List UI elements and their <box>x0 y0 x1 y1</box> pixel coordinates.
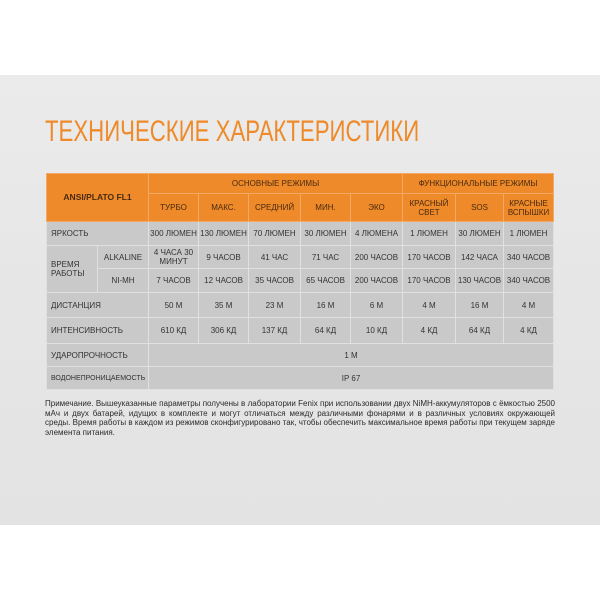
table-cell: 16 М <box>456 293 504 318</box>
table-cell: 200 ЧАСОВ <box>351 269 403 293</box>
mode-header: КРАСНЫЙ СВЕТ <box>403 194 456 222</box>
mode-header: КРАСНЫЕ ВСПЫШКИ <box>504 194 554 222</box>
table-cell: 4 ЛЮМЕНА <box>351 222 403 246</box>
table-cell: 1 М <box>149 344 554 367</box>
table-cell: 65 ЧАСОВ <box>301 269 351 293</box>
table-row-runtime-nimh <box>47 269 554 293</box>
table-cell: 64 КД <box>301 318 351 344</box>
table-cell: 170 ЧАСОВ <box>403 269 456 293</box>
spec-table <box>46 173 554 390</box>
table-cell: 7 ЧАСОВ <box>149 269 199 293</box>
table-cell: 137 КД <box>249 318 301 344</box>
table-cell: 170 ЧАСОВ <box>403 246 456 269</box>
table-row-impact <box>47 344 554 367</box>
table-cell: 64 КД <box>456 318 504 344</box>
table-cell: 41 ЧАС <box>249 246 301 269</box>
table-row-brightness <box>47 222 554 246</box>
row-label: ЯРКОСТЬ <box>47 222 149 246</box>
table-cell: 70 ЛЮМЕН <box>249 222 301 246</box>
table-cell: 9 ЧАСОВ <box>199 246 249 269</box>
header-row-groups <box>47 174 554 194</box>
table-cell: 306 КД <box>199 318 249 344</box>
page-title: ТЕХНИЧЕСКИЕ ХАРАКТЕРИСТИКИ <box>45 115 420 148</box>
table-cell: 50 М <box>149 293 199 318</box>
mode-header: ЭКО <box>351 194 403 222</box>
table-cell: 6 М <box>351 293 403 318</box>
row-label: УДАРОПРОЧНОСТЬ <box>47 344 149 367</box>
table-cell: 200 ЧАСОВ <box>351 246 403 269</box>
table-cell: 610 КД <box>149 318 199 344</box>
table-cell: 4 ЧАСА 30 МИНУТ <box>149 246 199 269</box>
group-functional-modes: ФУНКЦИОНАЛЬНЫЕ РЕЖИМЫ <box>403 174 554 194</box>
table-row-runtime-alkaline <box>47 246 554 269</box>
table-cell: 12 ЧАСОВ <box>199 269 249 293</box>
table-cell: 71 ЧАС <box>301 246 351 269</box>
table-cell: 16 М <box>301 293 351 318</box>
table-cell: 23 М <box>249 293 301 318</box>
mode-header: СРЕДНИЙ <box>249 194 301 222</box>
mode-header: ТУРБО <box>149 194 199 222</box>
table-cell: 4 КД <box>504 318 554 344</box>
table-cell: 142 ЧАСА <box>456 246 504 269</box>
table-cell: 1 ЛЮМЕН <box>504 222 554 246</box>
row-label: ВОДОНЕПРОНИЦАЕМОСТЬ <box>47 367 149 390</box>
table-row-waterproof <box>47 367 554 390</box>
table-cell: 4 М <box>403 293 456 318</box>
table-cell: 340 ЧАСОВ <box>504 269 554 293</box>
mode-header: МАКС. <box>199 194 249 222</box>
table-cell: 4 М <box>504 293 554 318</box>
footnote: Примечание. Вышеуказанные параметры получены в лаборатории Fenix при использовании двух NiMH-аккумуляторов с ёмкостью 2500 мАч и двух батарей, идущих в комплекте и могут отличаться между различными фонарями и в различных условиях окружающей среды. Время работы в каждом из режимов сконфигурировано так, чтобы обеспечить максимальное время работы при текущем заряде элемента питания. <box>45 399 555 437</box>
row-label: ИНТЕНСИВНОСТЬ <box>47 318 149 344</box>
table-row-distance <box>47 293 554 318</box>
row-label: ВРЕМЯ РАБОТЫ <box>47 246 98 293</box>
table-cell: 30 ЛЮМЕН <box>456 222 504 246</box>
table-corner-label: ANSI/PLATO FL1 <box>47 174 149 222</box>
group-main-modes: ОСНОВНЫЕ РЕЖИМЫ <box>149 174 403 194</box>
sub-row-label: NI-MH <box>98 269 149 293</box>
mode-header: SOS <box>456 194 504 222</box>
table-cell: 4 КД <box>403 318 456 344</box>
table-cell: 35 М <box>199 293 249 318</box>
table-cell: 35 ЧАСОВ <box>249 269 301 293</box>
table-cell: 300 ЛЮМЕН <box>149 222 199 246</box>
table-cell: 130 ЛЮМЕН <box>199 222 249 246</box>
row-label: ДИСТАНЦИЯ <box>47 293 149 318</box>
table-row-intensity <box>47 318 554 344</box>
mode-header: МИН. <box>301 194 351 222</box>
table-cell: 130 ЧАСОВ <box>456 269 504 293</box>
table-cell: 340 ЧАСОВ <box>504 246 554 269</box>
sub-row-label: ALKALINE <box>98 246 149 269</box>
table-cell: 1 ЛЮМЕН <box>403 222 456 246</box>
table-cell: 10 КД <box>351 318 403 344</box>
table-cell: IP 67 <box>149 367 554 390</box>
table-cell: 30 ЛЮМЕН <box>301 222 351 246</box>
